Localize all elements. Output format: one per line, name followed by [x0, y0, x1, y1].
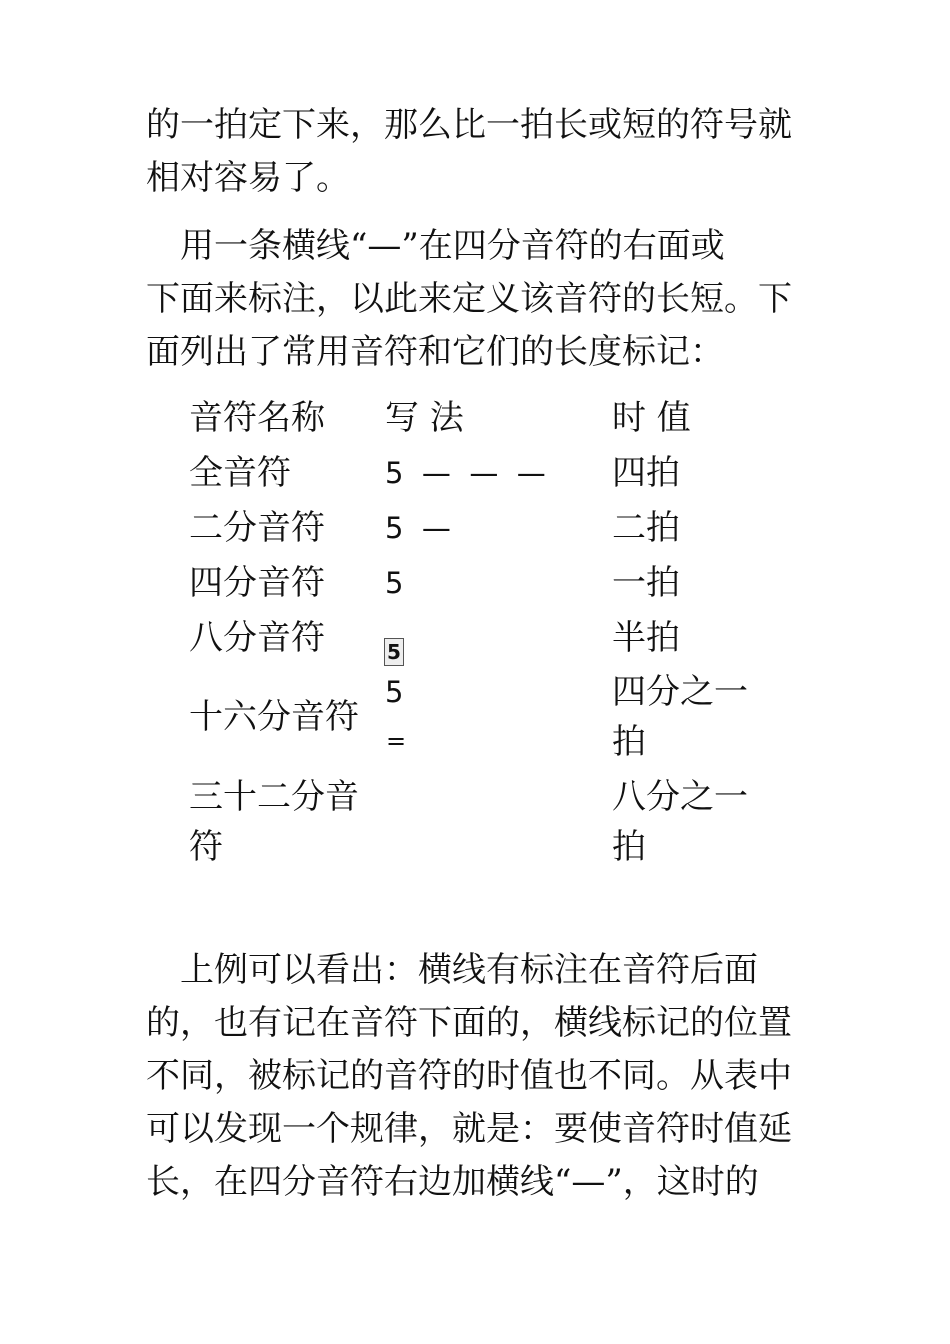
duration-cell: 半拍: [612, 618, 680, 658]
conclusion-paragraph: [146, 944, 816, 1209]
note-name-cell: 十六分音符: [189, 697, 359, 737]
note-name-cell: 八分音符: [189, 618, 325, 658]
duration-cell: 二拍: [612, 508, 680, 548]
text-line: 长，在四分音符右边加横线“—”，这时的: [146, 1162, 759, 1202]
eighth-note-symbol: 5: [384, 638, 404, 666]
notation-cell: 5: [385, 675, 404, 709]
duration-cell: 四分之一: [612, 672, 748, 712]
note-name-cell: 三十二分音: [189, 777, 359, 817]
text-line: 下面来标注，以此来定义该音符的长短。下: [146, 279, 792, 319]
note-name-cell: 四分音符: [189, 563, 325, 603]
duration-cell: 一拍: [612, 563, 680, 603]
note-name-cell: 二分音符: [189, 508, 325, 548]
notation-cell: 5: [385, 566, 404, 600]
text-line: 不同，被标记的音符的时值也不同。从表中: [146, 1056, 792, 1096]
text-line: 用一条横线“—”在四分音符的右面或: [146, 226, 725, 266]
duration-cell: 八分之一: [612, 777, 748, 817]
text-line: 面列出了常用音符和它们的长度标记：: [146, 332, 724, 372]
note-name-cell: 符: [189, 827, 223, 867]
duration-cell: 四拍: [612, 453, 680, 493]
duration-cell: 拍: [612, 722, 646, 762]
duration-cell: 拍: [612, 827, 646, 867]
notation-cell: 5 — — —: [385, 456, 546, 490]
text-line: 的一拍定下来，那么比一拍长或短的符号就: [146, 105, 792, 145]
table-header-duration: 时 值: [612, 398, 691, 438]
table-header-name: 音符名称: [189, 398, 325, 438]
note-name-cell: 全音符: [189, 453, 291, 493]
double-underline-mark: =: [386, 727, 407, 755]
text-line: 上例可以看出：横线有标注在音符后面: [146, 950, 758, 990]
table-header-notation: 写 法: [385, 398, 464, 438]
notation-cell: 5 —: [385, 511, 451, 545]
text-line: 相对容易了。: [146, 158, 350, 198]
text-line: 可以发现一个规律，就是：要使音符时值延: [146, 1109, 792, 1149]
text-line: 的，也有记在音符下面的，横线标记的位置: [146, 1003, 792, 1043]
